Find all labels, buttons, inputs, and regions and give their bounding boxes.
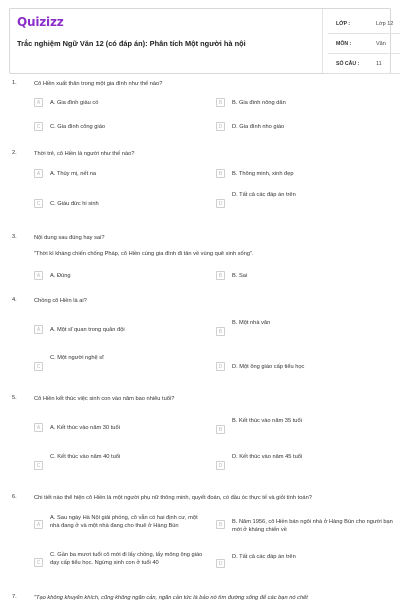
answer-checkbox[interactable]: D	[216, 461, 225, 470]
option-text: B. Một nhà văn	[232, 320, 271, 326]
question-text: Cô Hiền xuất thân trong một gia đình như thế nào?	[34, 81, 163, 87]
worksheet-meta	[328, 17, 400, 77]
answer-checkbox[interactable]: D	[216, 122, 225, 131]
answer-checkbox[interactable]: C	[34, 558, 43, 567]
question-number: 1.	[12, 80, 17, 86]
question-number: 4.	[12, 297, 17, 303]
answer-checkbox[interactable]: C	[34, 199, 43, 208]
option-text: A. Đúng	[50, 273, 71, 279]
answer-checkbox[interactable]: A	[34, 98, 43, 107]
answer-checkbox[interactable]: D	[216, 362, 225, 371]
option-text: D. Tất cả các đáp án trên	[232, 554, 296, 560]
answer-checkbox[interactable]: D	[216, 199, 225, 208]
answer-checkbox[interactable]: A	[34, 325, 43, 334]
question-number: 3.	[12, 234, 17, 240]
question-number: 2.	[12, 150, 17, 156]
worksheet-title: Trắc nghiệm Ngữ Văn 12 (có đáp án): Phân tích Một người hà nội	[17, 39, 246, 48]
option-text: B. Gia đình nông dân	[232, 100, 286, 106]
question-number: 6.	[12, 494, 17, 500]
option-text: A. Thùy mị, nết na	[50, 171, 97, 177]
meta-value: Văn	[376, 41, 386, 47]
option-text: B. Kết thúc vào năm 35 tuổi	[232, 418, 302, 424]
option-text: A. Sau ngày Hà Nội giải phóng, cô vẫn có hai định cư, một nhà đang ở và một nhà đang cho thuê ở Hàng Bún	[50, 515, 198, 529]
option-text: C. Gần ba mươi tuổi cô mới đi lấy chồng, lấy mông ông giáo dạy cấp tiểu học. Ngừng sinh con ở tuổi 40	[50, 552, 203, 566]
option-text: C. Giàu đức hi sinh	[50, 201, 99, 207]
answer-checkbox[interactable]: B	[216, 327, 225, 336]
answer-checkbox[interactable]: D	[216, 559, 225, 568]
option-text: A. Gia đình giàu có	[50, 100, 99, 106]
worksheet-header	[9, 8, 394, 74]
meta-key: MÔN :	[336, 41, 352, 47]
answer-checkbox[interactable]: B	[216, 98, 225, 107]
question-text: Cô Hiền kết thúc việc sinh con vào năm bao nhiêu tuổi?	[34, 396, 175, 402]
option-text: D. Tất cả các đáp án trên	[232, 192, 296, 198]
meta-key: LỚP :	[336, 21, 351, 27]
question-text: Thời trẻ, cô Hiền là người như thế nào?	[34, 151, 135, 157]
option-text: B. Sai	[232, 273, 248, 279]
option-text: C. Một người nghệ sĩ	[50, 355, 104, 361]
option-text: D. Kết thúc vào năm 45 tuổi	[232, 454, 303, 460]
option-text: C. Kết thúc vào năm 40 tuổi	[50, 454, 121, 460]
meta-key: SỐ CÂU :	[336, 61, 360, 67]
answer-checkbox[interactable]: C	[34, 362, 43, 371]
meta-row-subject	[328, 37, 400, 54]
question-text: Chồng cô Hiền là ai?	[34, 298, 87, 304]
option-text: A. Kết thúc vào năm 30 tuổi	[50, 425, 120, 431]
meta-row-count	[328, 57, 400, 74]
meta-row-class	[328, 17, 400, 34]
question-number: 7.	[12, 594, 17, 600]
option-text: C. Gia đình công giáo	[50, 124, 106, 130]
quizizz-logo: Quizizz	[17, 15, 64, 29]
option-text: D. Một ông giáo cấp tiểu học	[232, 364, 305, 370]
option-text: B. Năm 1956, cô Hiền bán ngôi nhà ở Hàng Bún cho người bạn mới ở kháng chiến về	[232, 519, 393, 533]
question-number: 5.	[12, 395, 17, 401]
answer-checkbox[interactable]: B	[216, 169, 225, 178]
answer-checkbox[interactable]: A	[34, 423, 43, 432]
answer-checkbox[interactable]: A	[34, 271, 43, 280]
option-text: B. Thông minh, xinh đẹp	[232, 171, 294, 177]
option-text: D. Gia đình nho giáo	[232, 124, 285, 130]
question-quote: "Thời kì kháng chiến chống Pháp, cô Hiền cùng gia đình đi tản về vùng quê sinh sống".	[34, 251, 254, 257]
option-text: A. Một sĩ quan trong quân đội	[50, 327, 125, 333]
question-text: "Tạo không khuyến khích, cũng không ngăn cản, ngăn cản tức là bảo nó tìm đường sống để các bạn nó chết	[34, 595, 308, 601]
meta-value: Lớp 12	[376, 21, 394, 27]
answer-checkbox[interactable]: A	[34, 520, 43, 529]
answer-checkbox[interactable]: B	[216, 520, 225, 529]
answer-checkbox[interactable]: C	[34, 461, 43, 470]
header-divider	[322, 9, 323, 73]
answer-checkbox[interactable]: C	[34, 122, 43, 131]
meta-value: 11	[376, 61, 382, 67]
answer-checkbox[interactable]: B	[216, 271, 225, 280]
answer-checkbox[interactable]: B	[216, 425, 225, 434]
answer-checkbox[interactable]: A	[34, 169, 43, 178]
question-text: Nội dung sau đúng hay sai?	[34, 235, 105, 241]
question-text: Chi tiết nào thể hiện cô Hiền là một người phụ nữ thông minh, quyết đoán, có đầu óc thực tế và giỏi tính toán?	[34, 495, 312, 501]
